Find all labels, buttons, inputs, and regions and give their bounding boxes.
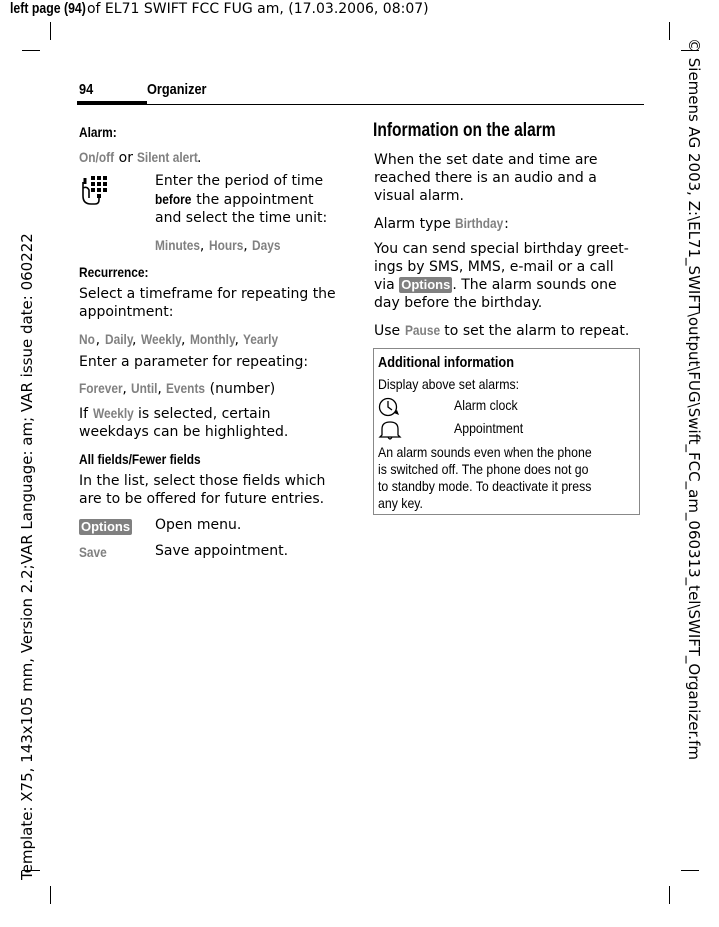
rec-daily: Daily <box>104 331 134 347</box>
recurrence-options-line: No, Daily, Weekly, Monthly, Yearly <box>79 331 279 348</box>
crop-mark <box>50 886 51 904</box>
print-header-suffix: of EL71 SWIFT FCC FUG am, (17.03.2006, 08:07) <box>82 1 429 17</box>
pause-word: Pause <box>404 322 440 338</box>
header-rule-thick <box>77 101 147 105</box>
crop-mark <box>669 886 670 904</box>
print-header-prefix: left page (94) <box>10 0 86 17</box>
bell-icon <box>377 419 403 441</box>
time-units-line: Minutes, Hours, Days <box>155 237 281 254</box>
birthday-word: Birthday <box>455 215 504 231</box>
print-header <box>10 0 429 17</box>
header-rule <box>147 104 644 105</box>
info-box-subtitle: Display above set alarms: <box>378 376 520 392</box>
unit-hours: Hours <box>208 237 244 253</box>
recurrence-text: Select a timeframe for repeating the appointment: <box>79 286 336 320</box>
all-fields-text: In the list, select those fields which are to be offered for future entries. <box>79 473 326 507</box>
enter-period-text: Enter the period of time before the appointment and select the time unit: <box>155 173 328 226</box>
unit-days: Days <box>252 237 281 253</box>
param-events: Events <box>166 380 206 396</box>
alarm-options-line: On/off or Silent alert. <box>79 149 202 166</box>
crop-mark <box>22 50 40 51</box>
recurrence-heading: Recurrence: <box>79 264 149 280</box>
weekly-text: If Weekly is selected, certain weekdays can be highlighted. <box>79 405 289 440</box>
param-forever: Forever <box>79 380 123 396</box>
birthday-text: You can send special birthday greet- ings by SMS, MMS, e-mail or a call via Options . The alarm sounds one day before the birthday. <box>374 241 629 311</box>
page-section-title: Organizer <box>147 81 207 98</box>
options-softkey-inline: Options <box>401 277 451 292</box>
before-word: before <box>155 191 192 207</box>
options-softkey: Options <box>81 519 131 534</box>
all-fields-heading: All fields/Fewer fields <box>79 451 201 467</box>
option-on-off: On/off <box>79 149 115 165</box>
crop-mark <box>681 870 699 871</box>
alarm-clock-label: Alarm clock <box>454 397 518 413</box>
template-info: Template: X75, 143x105 mm, Version 2.2;VAR Language: am; VAR issue date: 060222 <box>18 233 36 880</box>
copyright-path: © Siemens AG 2003, Z:\EL71_SWIFT\output\FUG\Swift_FCC_am_060313_tel\SWIFT_Organizer.fm <box>685 38 703 760</box>
rec-monthly: Monthly <box>189 331 236 347</box>
rec-yearly: Yearly <box>243 331 279 347</box>
rec-weekly: Weekly <box>140 331 182 347</box>
keypad-icon <box>80 174 110 206</box>
alarm-type-line: Alarm type Birthday: <box>374 215 509 232</box>
param-text: Enter a parameter for repeating: <box>79 354 309 370</box>
options-description: Open menu. <box>155 517 242 533</box>
pause-line: Use Pause to set the alarm to repeat. <box>374 322 630 339</box>
weekly-word: Weekly <box>92 405 134 421</box>
param-until: Until <box>131 380 158 396</box>
page-number: 94 <box>79 81 94 98</box>
option-silent-alert: Silent alert <box>137 149 199 165</box>
rec-no: No <box>79 331 95 347</box>
info-box-title: Additional information <box>378 354 514 371</box>
crop-mark <box>669 22 670 40</box>
alarm-clock-icon <box>377 396 401 418</box>
save-softkey: Save <box>79 544 107 560</box>
param-options-line: Forever, Until, Events (number) <box>79 380 276 397</box>
save-description: Save appointment. <box>155 543 289 559</box>
alarm-heading: Alarm: <box>79 124 117 140</box>
crop-mark <box>50 22 51 40</box>
alarm-info-text: When the set date and time are reached there is an audio and a visual alarm. <box>374 152 598 204</box>
unit-minutes: Minutes <box>155 237 200 253</box>
appointment-label: Appointment <box>454 420 524 436</box>
alarm-info-heading: Information on the alarm <box>373 120 556 141</box>
additional-info-box <box>373 348 640 515</box>
info-box-note: An alarm sounds even when the phone is switched off. The phone does not go to standby mode. To deactivate it press any key. <box>378 444 592 511</box>
